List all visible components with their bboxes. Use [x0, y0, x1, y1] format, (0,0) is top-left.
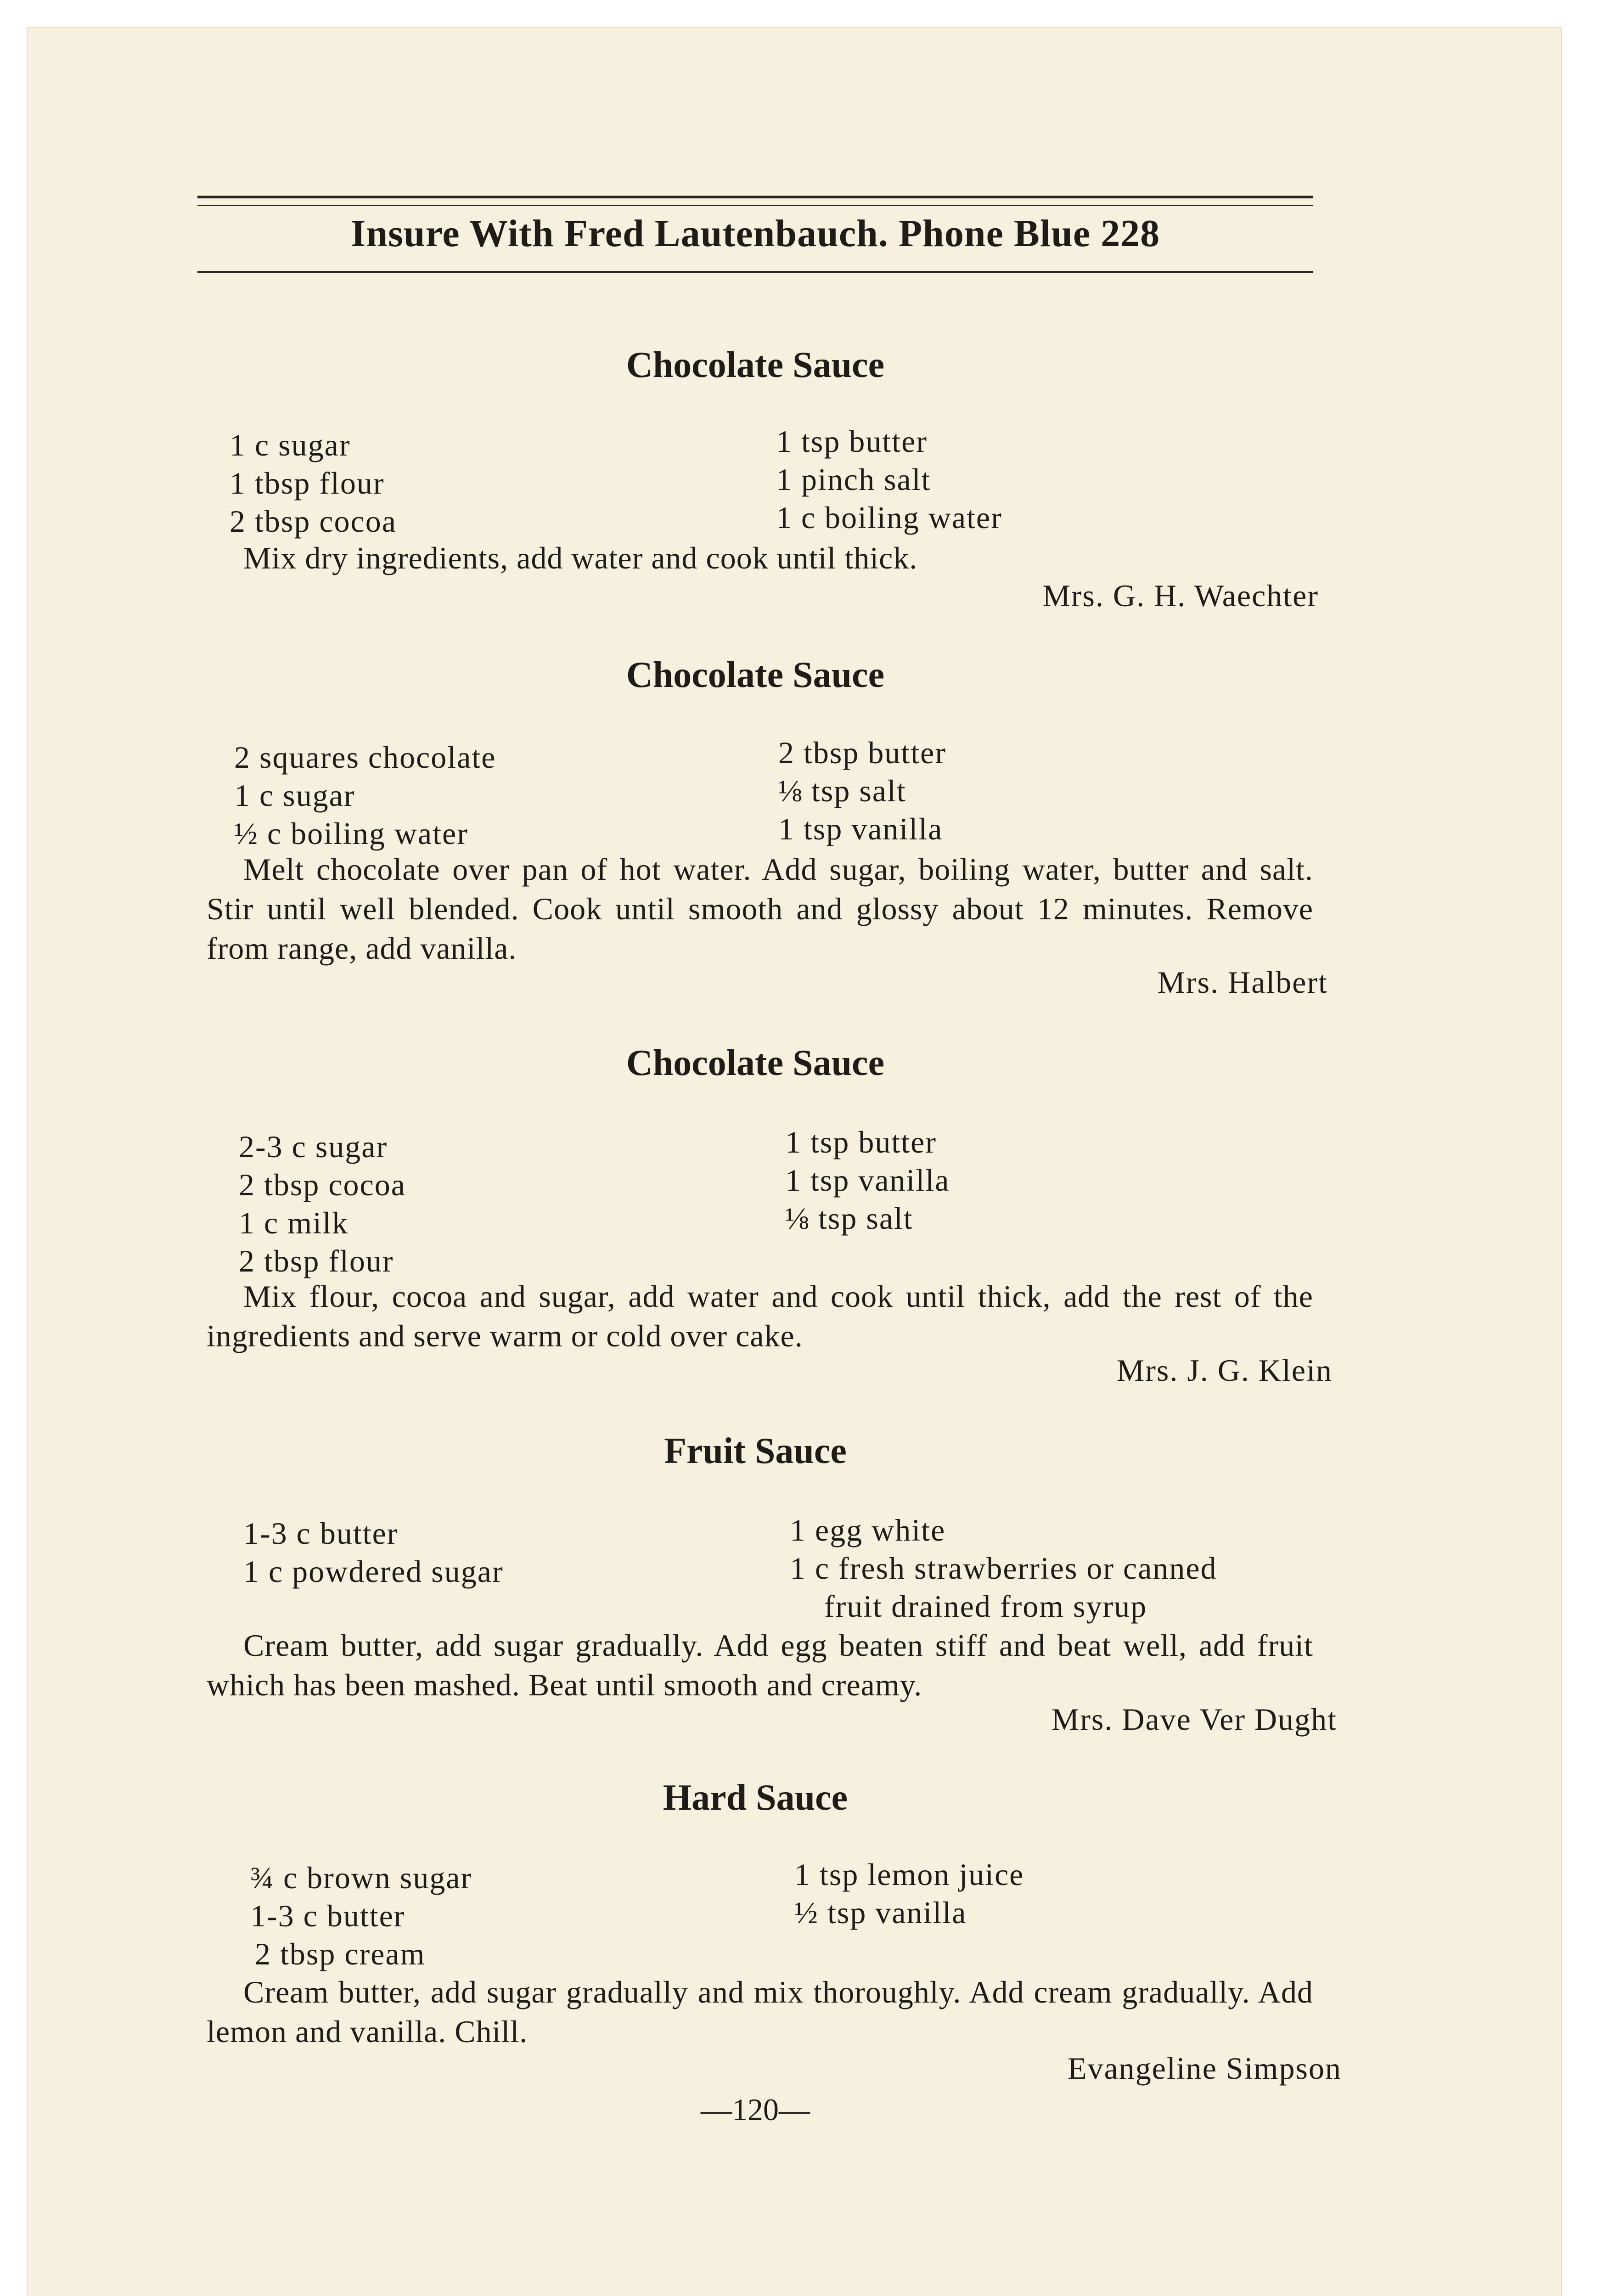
ingredient: 2 tbsp cream [255, 1936, 426, 1971]
recipe-author: Mrs. Dave Ver Dught [1051, 1702, 1337, 1737]
ingredient: 1 tsp vanilla [785, 1163, 950, 1198]
recipe-directions: Mix flour, cocoa and sugar, add water and cook until thick, add the rest of the ingredients and serve warm or cold over cake. [207, 1279, 1313, 1353]
recipe-directions: Cream butter, add sugar gradually. Add egg beaten stiff and beat well, add fruit which has been mashed. Beat until smooth and creamy. [207, 1628, 1313, 1702]
ingredient: 2 tbsp flour [239, 1244, 394, 1278]
ingredient: 1 c sugar [230, 428, 351, 462]
ingredient: 1 c milk [239, 1205, 349, 1240]
recipe-title: Hard Sauce [663, 1778, 848, 1818]
recipe-title: Chocolate Sauce [626, 1043, 885, 1083]
recipe-directions: Melt chocolate over pan of hot water. Add sugar, boiling water, butter and salt. Stir until well blended. Cook until smooth and glossy about 12 minutes. Remove from range, add vanilla. [207, 852, 1313, 966]
ingredient: 2 squares chocolate [234, 740, 496, 775]
ingredient: 2 tbsp cocoa [230, 504, 397, 539]
recipe-title: Chocolate Sauce [626, 655, 885, 695]
recipe-title: Chocolate Sauce [626, 345, 885, 385]
ingredient: ⅛ tsp salt [778, 773, 906, 808]
ingredient: ¾ c brown sugar [250, 1860, 472, 1895]
header-rule-top-secondary [197, 205, 1313, 206]
header-rule-top [197, 196, 1313, 198]
ingredient: ½ c boiling water [234, 816, 468, 851]
recipe-directions: Cream butter, add sugar gradually and mix thoroughly. Add cream gradually. Add lemon and vanilla. Chill. [207, 1975, 1313, 2049]
recipe-directions: Mix dry ingredients, add water and cook until thick. [243, 540, 918, 575]
ingredient: 1 tsp butter [785, 1125, 937, 1159]
ingredient: 1 c powdered sugar [243, 1554, 504, 1589]
ingredient: 1 pinch salt [776, 462, 931, 497]
ingredient: 1-3 c butter [243, 1516, 399, 1551]
ingredient: 1 tbsp flour [230, 466, 385, 501]
ingredient: 2 tbsp butter [778, 735, 946, 770]
header-rule-bottom [197, 271, 1313, 273]
page-header: Insure With Fred Lautenbauch. Phone Blue 228 [350, 212, 1160, 255]
ingredient: 1-3 c butter [250, 1898, 405, 1933]
recipe-title: Fruit Sauce [664, 1431, 847, 1471]
ingredient: ½ tsp vanilla [794, 1895, 967, 1930]
page-number: —120— [701, 2092, 810, 2127]
ingredient: 1 tsp butter [776, 424, 928, 459]
ingredient: 1 c boiling water [776, 500, 1002, 535]
ingredient: 1 tsp vanilla [778, 811, 943, 846]
recipe-author: Evangeline Simpson [1068, 2051, 1342, 2086]
ingredient: ⅛ tsp salt [785, 1201, 913, 1236]
recipe-author: Mrs. Halbert [1157, 965, 1328, 1000]
recipe-author: Mrs. J. G. Klein [1116, 1353, 1333, 1388]
ingredient: 1 c sugar [234, 778, 355, 813]
ingredient: 2-3 c sugar [239, 1129, 388, 1164]
ingredient: fruit drained from syrup [824, 1589, 1147, 1624]
ingredient: 2 tbsp cocoa [239, 1167, 406, 1202]
ingredient: 1 c fresh strawberries or canned [790, 1551, 1217, 1586]
recipe-author: Mrs. G. H. Waechter [1042, 578, 1319, 613]
ingredient: 1 egg white [790, 1513, 946, 1548]
ingredient: 1 tsp lemon juice [794, 1857, 1024, 1892]
